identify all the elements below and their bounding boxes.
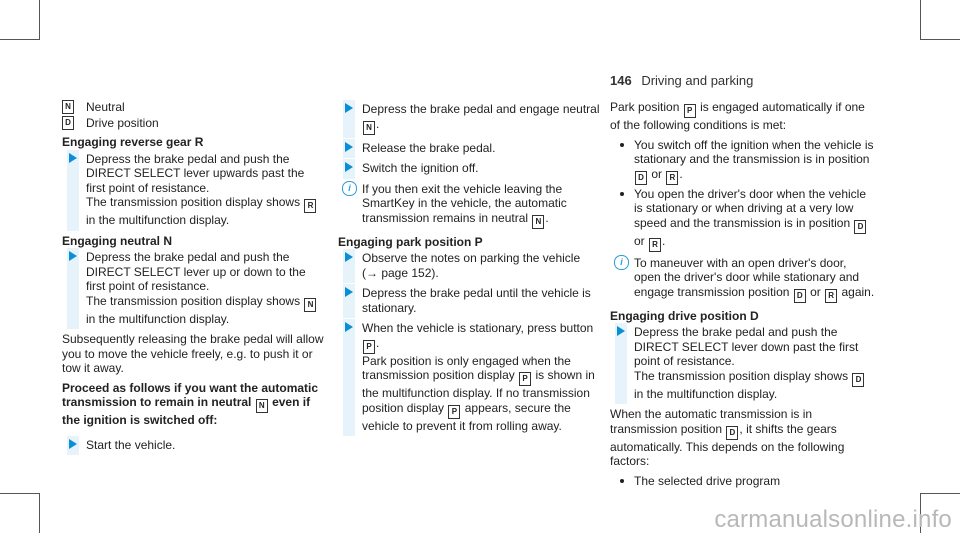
- info-icon: i: [342, 181, 357, 196]
- info-note: i If you then exit the vehicle leaving the SmartKey in the vehicle, the automatic transmission remains in neutral N .: [338, 182, 600, 229]
- heading-park: Engaging park position P: [338, 234, 483, 249]
- step-arrow-icon: [345, 162, 353, 172]
- crop-mark: [0, 39, 40, 40]
- step-arrow-icon: [345, 252, 353, 262]
- step-release-brake: [338, 141, 600, 156]
- gear-n-icon: N: [256, 399, 268, 413]
- step-text: Release the brake pedal.: [362, 140, 496, 155]
- step-result: The transmission position display shows N in the multifunction display.: [86, 294, 324, 327]
- step-result: The transmission position display shows D in the multifunction display.: [634, 369, 875, 402]
- page-number: 146: [610, 73, 632, 88]
- crop-mark: [0, 493, 40, 494]
- gear-legend-label: Drive position: [86, 115, 159, 130]
- gear-r-icon: R: [825, 289, 837, 303]
- step-drive: [610, 325, 875, 401]
- section-title: Driving and parking: [641, 73, 754, 88]
- step-text: Depress the brake pedal and push the DIRECT SELECT lever upwards past the first point of resistance.: [86, 151, 305, 195]
- step-text: Start the vehicle.: [86, 437, 176, 452]
- column-middle: [338, 100, 600, 439]
- heading-reverse: Engaging reverse gear R: [62, 135, 204, 149]
- crop-mark: [920, 0, 921, 40]
- gear-p-icon: P: [519, 372, 531, 386]
- step-arrow-icon: [345, 142, 353, 152]
- gear-d-icon: D: [854, 220, 866, 234]
- list-item: You open the driver's door when the vehicle is stationary or when driving at a very low speed and the transmission is in position D or R .: [610, 187, 875, 252]
- gear-p-icon: P: [363, 340, 375, 354]
- gear-n-icon: N: [62, 100, 74, 114]
- step-depress-brake: [338, 286, 600, 315]
- column-right: [610, 100, 875, 490]
- gear-n-icon: N: [304, 298, 316, 312]
- info-icon: i: [614, 255, 629, 270]
- step-result: The transmission position display shows R in the multifunction display.: [86, 195, 324, 228]
- gear-n-icon: N: [363, 121, 375, 135]
- gear-d-icon: D: [852, 373, 864, 387]
- step-observe-notes: [338, 251, 600, 280]
- watermark: carmanualsonline.info: [714, 506, 952, 533]
- step-arrow-icon: [345, 103, 353, 113]
- body-paragraph: Subsequently releasing the brake pedal will allow you to move the vehicle freely, e.g. to push it or tow it away.: [62, 332, 324, 375]
- gear-d-icon: D: [794, 289, 806, 303]
- heading-drive: Engaging drive position D: [610, 308, 759, 323]
- gear-r-icon: R: [649, 238, 661, 252]
- step-arrow-icon: [617, 326, 625, 336]
- gear-legend-drive: [62, 116, 324, 131]
- column-left: [62, 100, 324, 458]
- step-arrow-icon: [345, 322, 353, 332]
- step-text: Depress the brake pedal until the vehicle is stationary.: [362, 286, 591, 315]
- step-ignition-off: [338, 161, 600, 176]
- step-text: Observe the notes on parking the vehicle: [362, 251, 581, 265]
- step-text: Depress the brake pedal and engage neutral N .: [362, 102, 600, 135]
- step-result: Park position is only engaged when the transmission position display P is shown in the multifunction display. If no transmission position display P appears, secure the vehicle to prevent it from rolling away.: [362, 353, 595, 433]
- page-reference-link[interactable]: (→ page 152).: [362, 265, 439, 280]
- body-paragraph: Park position P is engaged automatically if one of the following conditions is met:: [610, 100, 865, 132]
- gear-d-icon: D: [635, 171, 647, 185]
- gear-d-icon: D: [726, 426, 738, 440]
- crop-mark: [920, 39, 960, 40]
- list-item: The selected drive program: [610, 474, 875, 489]
- bullet-icon: [620, 192, 624, 196]
- crop-mark: [39, 0, 40, 40]
- step-reverse: [62, 152, 324, 228]
- gear-r-icon: R: [304, 199, 316, 213]
- step-neutral: [62, 250, 324, 326]
- gear-n-icon: N: [532, 215, 544, 229]
- step-text: When the vehicle is stationary, press button P .: [362, 321, 600, 354]
- bullet-icon: [620, 479, 624, 483]
- gear-d-icon: D: [62, 116, 74, 130]
- step-arrow-icon: [69, 251, 77, 261]
- body-paragraph: When the automatic transmission is in transmission position D , it shifts the gears automatically. This depends on the following factors:: [610, 407, 845, 468]
- step-press-park: [338, 321, 600, 433]
- step-engage-neutral: [338, 102, 600, 135]
- crop-mark: [920, 493, 960, 494]
- heading-neutral: Engaging neutral N: [62, 233, 173, 248]
- step-text: Switch the ignition off.: [362, 161, 479, 175]
- gear-p-icon: P: [448, 405, 460, 419]
- step-arrow-icon: [69, 153, 77, 163]
- page-header: [610, 73, 753, 88]
- step-start: [62, 438, 324, 453]
- gear-p-icon: P: [684, 104, 696, 118]
- step-bar: [343, 319, 355, 436]
- list-item: You switch off the ignition when the vehicle is stationary and the transmission is in position D or R .: [610, 138, 875, 185]
- step-arrow-icon: [345, 287, 353, 297]
- gear-r-icon: R: [666, 171, 678, 185]
- gear-legend-neutral: [62, 100, 324, 115]
- step-text: Depress the brake pedal and push the DIRECT SELECT lever down past the first point of resistance.: [634, 325, 859, 368]
- crop-mark: [39, 493, 40, 533]
- step-text: Depress the brake pedal and push the DIRECT SELECT lever up or down to the first point of resistance.: [86, 250, 306, 293]
- info-note: i To maneuver with an open driver's door, open the driver's door while stationary and engage transmission position D or R again.: [610, 256, 875, 303]
- bold-instruction: Proceed as follows if you want the automatic transmission to remain in neutral N even if the ignition is switched off:: [62, 380, 319, 427]
- gear-legend-label: Neutral: [86, 100, 125, 114]
- step-arrow-icon: [69, 439, 77, 449]
- bullet-icon: [620, 143, 624, 147]
